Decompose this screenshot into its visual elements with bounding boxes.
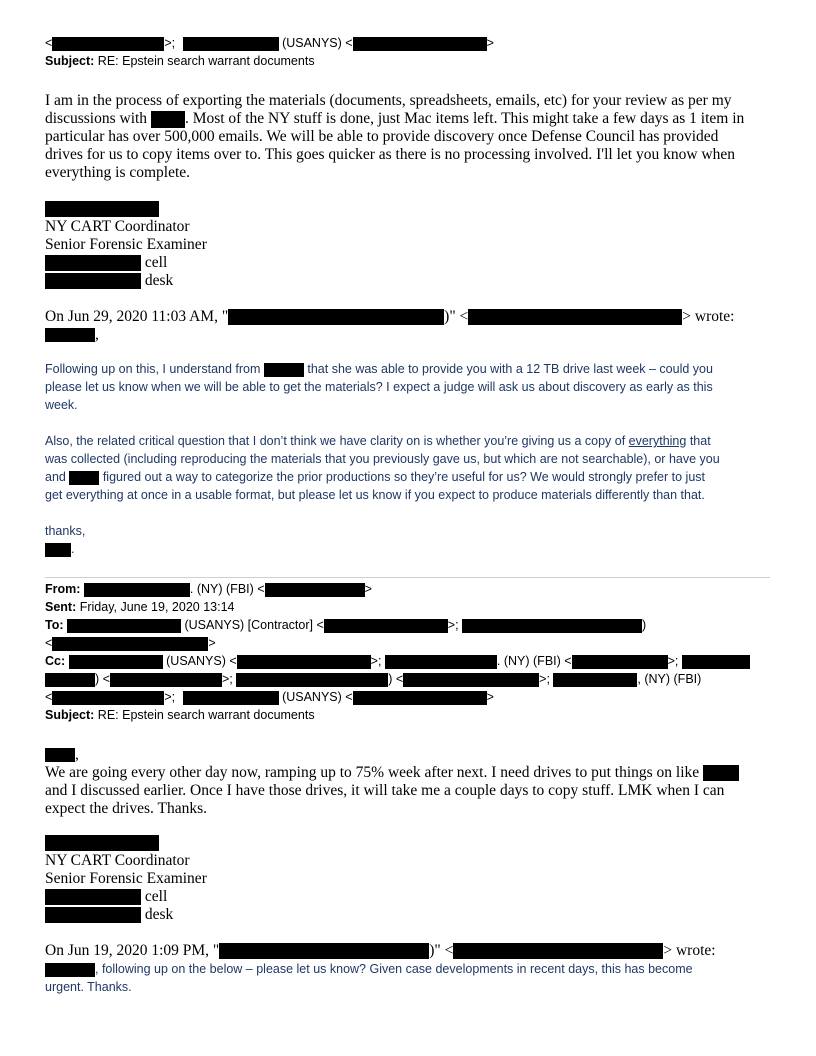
- redaction: [69, 655, 163, 669]
- redaction: [183, 691, 279, 705]
- header-to-line: [45, 36, 494, 51]
- quote-text: that she was able to provide you with a 12 TB drive last week – could you: [307, 362, 713, 376]
- redaction: [403, 673, 539, 687]
- separator: >;: [221, 672, 233, 686]
- quote-sep: )" <: [444, 308, 469, 325]
- to-value: (USANYS) [Contractor] <: [184, 618, 324, 632]
- body-line: particular has over 500,000 emails. We will be able to provide discovery once Defense Council has provided: [45, 128, 719, 145]
- recipient-org: (USANYS) <: [282, 36, 353, 50]
- subject-line: [45, 708, 315, 722]
- quote-line: was collected (including reproducing the materials that you previously gave us, but which are not searchable), or have you: [45, 452, 720, 466]
- redaction: [84, 583, 190, 597]
- quote-line: [45, 432, 711, 450]
- redaction: [45, 889, 141, 905]
- cc-line-cont: [45, 690, 494, 705]
- signature-name: [45, 834, 159, 852]
- quote-greeting: [45, 326, 99, 344]
- redaction: [45, 543, 71, 557]
- body-line: expect the drives. Thanks.: [45, 800, 207, 817]
- redaction: [553, 673, 637, 687]
- redaction: [353, 691, 487, 705]
- cc-line-cont: [45, 672, 701, 687]
- cc-value: ) <: [95, 672, 110, 686]
- redaction: [462, 619, 642, 633]
- redaction: [52, 691, 164, 705]
- signature-cell: [45, 888, 167, 906]
- signature-desk: [45, 906, 173, 924]
- body-line: drives for us to copy items over to. This goes quicker as there is no processing involved. I'll let you know when: [45, 146, 735, 163]
- body-line: [45, 764, 739, 782]
- angle-open: <: [45, 690, 53, 704]
- quote-line: [45, 468, 705, 486]
- greeting: [45, 746, 79, 764]
- cc-value: (USANYS) <: [282, 690, 353, 704]
- cc-label: Cc:: [45, 654, 66, 668]
- signature-title: NY CART Coordinator: [45, 218, 190, 235]
- comma: ,: [95, 326, 99, 343]
- sent-label: Sent:: [45, 600, 77, 614]
- cell-label: cell: [144, 254, 168, 271]
- quote-sep: )" <: [429, 942, 454, 959]
- body-line: I am in the process of exporting the materials (documents, spreadsheets, emails, etc) for your review as per my: [45, 92, 732, 109]
- signature-name: [45, 200, 159, 218]
- desk-label: desk: [144, 906, 174, 923]
- redaction: [324, 619, 448, 633]
- from-label: From:: [45, 582, 81, 596]
- quote-text: Following up on this, I understand from: [45, 362, 261, 376]
- angle-open: <: [45, 36, 53, 50]
- separator: >;: [164, 36, 176, 50]
- redaction: [45, 255, 141, 271]
- sent-value: Friday, June 19, 2020 13:14: [79, 600, 235, 614]
- quote-line: [45, 360, 713, 378]
- subject-line: [45, 54, 315, 68]
- to-line-cont: [45, 636, 216, 651]
- quote-line: get everything at once in a usable format, but please let us know if you expect to produce materials differently than that.: [45, 488, 705, 502]
- separator: >;: [164, 690, 176, 704]
- to-line: [45, 618, 646, 633]
- quote-signoff: thanks,: [45, 524, 86, 538]
- redaction: [45, 748, 75, 762]
- body-line: [45, 110, 744, 128]
- body-line: and I discussed earlier. Once I have those drives, it will take me a couple days to copy stuff. LMK when I can: [45, 782, 725, 799]
- email-divider: [45, 577, 770, 578]
- body-text: . Most of the NY stuff is done, just Mac items left. This might take a few days as 1 item in: [184, 110, 745, 127]
- redaction: [110, 673, 222, 687]
- redaction: [45, 835, 159, 851]
- subject-label: Subject:: [45, 54, 95, 68]
- quote-wrote: > wrote:: [682, 308, 735, 325]
- period: .: [71, 542, 75, 556]
- redaction: [151, 111, 185, 128]
- redaction: [703, 765, 739, 781]
- redaction: [682, 655, 750, 669]
- quote-attribution: [45, 308, 734, 326]
- quote-attribution: [45, 942, 716, 960]
- quote-text: , following up on the below – please let us know? Given case developments in recent days, this has become: [95, 962, 693, 976]
- quote-date: On Jun 29, 2020 11:03 AM, ": [45, 308, 229, 325]
- redaction: [45, 963, 95, 977]
- cc-value: . (NY) (FBI) <: [496, 654, 572, 668]
- redaction: [264, 363, 304, 377]
- comma: ,: [75, 746, 79, 763]
- quote-wrote: > wrote:: [663, 942, 716, 959]
- redaction: [453, 943, 663, 959]
- signature-title: Senior Forensic Examiner: [45, 870, 207, 887]
- quote-signer: [45, 540, 74, 558]
- redaction: [52, 637, 208, 651]
- angle-close: >: [364, 582, 372, 596]
- paren: ): [642, 618, 647, 632]
- cc-value: ) <: [388, 672, 404, 686]
- subject-value: RE: Epstein search warrant documents: [97, 54, 315, 68]
- redaction: [52, 37, 164, 51]
- redaction: [45, 273, 141, 289]
- quote-text: figured out a way to categorize the prior productions so they’re useful for us? We would strongly prefer to just: [102, 470, 705, 484]
- redaction: [45, 673, 95, 687]
- redaction: [219, 943, 429, 959]
- desk-label: desk: [144, 272, 174, 289]
- quote-text: and: [45, 470, 66, 484]
- redaction: [468, 309, 682, 325]
- redaction: [45, 907, 141, 923]
- redaction: [69, 471, 99, 485]
- cc-line: [45, 654, 750, 669]
- quote-line: please let us know when we will be able to get the materials? I expect a judge will ask us about discovery as early as this: [45, 380, 713, 394]
- redaction: [236, 673, 388, 687]
- cell-label: cell: [144, 888, 168, 905]
- from-line: [45, 582, 372, 597]
- redaction: [572, 655, 668, 669]
- separator: >;: [667, 654, 679, 668]
- redaction: [353, 37, 487, 51]
- redaction: [183, 37, 279, 51]
- separator: >;: [539, 672, 550, 686]
- separator: >;: [447, 618, 459, 632]
- subject-label: Subject:: [45, 708, 95, 722]
- quote-line: urgent. Thanks.: [45, 980, 132, 994]
- redaction: [45, 328, 95, 342]
- quote-line: week.: [45, 398, 78, 412]
- sent-line: [45, 600, 234, 614]
- body-text: discussions with: [45, 110, 148, 127]
- angle-close: >: [208, 636, 216, 650]
- redaction: [228, 309, 444, 325]
- body-text: We are going every other day now, ramping up to 75% week after next. I need drives to put things on like: [45, 764, 700, 781]
- from-value: . (NY) (FBI) <: [189, 582, 265, 596]
- cc-value: , (NY) (FBI): [637, 672, 702, 686]
- cc-value: (USANYS) <: [166, 654, 237, 668]
- redaction: [237, 655, 371, 669]
- separator: >;: [370, 654, 382, 668]
- body-line: everything is complete.: [45, 164, 191, 181]
- signature-title: NY CART Coordinator: [45, 852, 190, 869]
- angle-open: <: [45, 636, 53, 650]
- redaction: [385, 655, 497, 669]
- subject-value: RE: Epstein search warrant documents: [97, 708, 315, 722]
- underlined-word: everything: [628, 434, 687, 448]
- redaction: [67, 619, 181, 633]
- quote-text: that: [686, 434, 711, 448]
- quote-date: On Jun 19, 2020 1:09 PM, ": [45, 942, 220, 959]
- quote-line: [45, 960, 693, 978]
- signature-desk: [45, 272, 173, 290]
- angle-close: >: [486, 36, 494, 50]
- quote-text: Also, the related critical question that I don’t think we have clarity on is whether you’re giving us a copy of: [45, 434, 629, 448]
- angle-close: >: [486, 690, 494, 704]
- redaction: [45, 201, 159, 217]
- signature-cell: [45, 254, 167, 272]
- to-label: To:: [45, 618, 64, 632]
- signature-title: Senior Forensic Examiner: [45, 236, 207, 253]
- redaction: [265, 583, 365, 597]
